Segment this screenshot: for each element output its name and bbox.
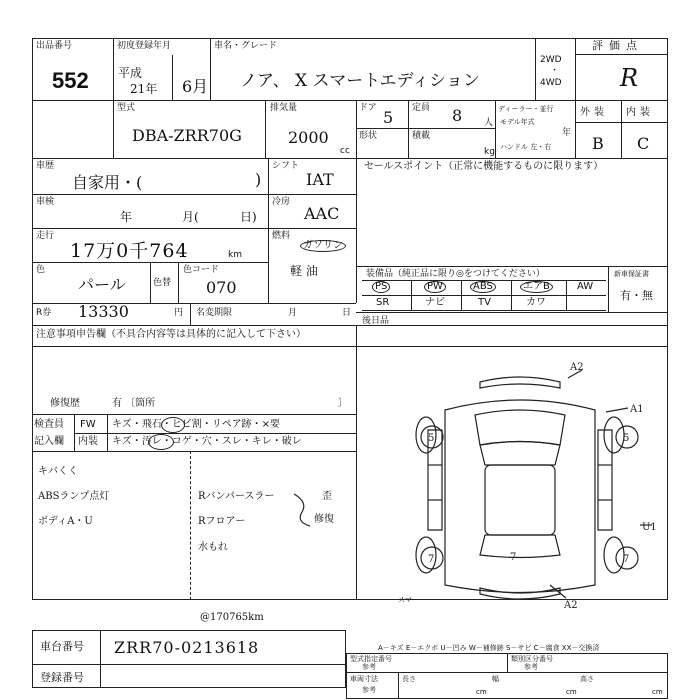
mileage-unit: km [228, 250, 242, 260]
fuel-label: 燃料 [272, 231, 291, 241]
size-ref: 参考 [362, 686, 376, 694]
mark-sma: スマ [398, 596, 412, 604]
history-value: 自家用・( [72, 173, 143, 192]
first-reg-era: 平成 [118, 66, 143, 80]
notice-label: 注意事項申告欄（不具合内容等は具体的に記入して下さい） [36, 329, 306, 340]
equip-airbag: エアB [520, 281, 553, 293]
inspector-label: 検査員 [34, 419, 64, 430]
fuel-diesel: 軽 油 [290, 264, 318, 278]
shift-label: シフト [272, 161, 300, 171]
color-value: パール [78, 275, 126, 294]
load-label: 積載 [412, 131, 431, 141]
lot-no-label: 出品番号 [36, 41, 73, 51]
history-close: ) [255, 170, 262, 189]
equipment-label: 装備品（純正品に限り◎をつけてください） [366, 269, 545, 279]
drive-2wd: 2WD [540, 55, 562, 65]
repair-value: 有 〔箇所 [112, 398, 156, 409]
interior-label: 内装 [626, 107, 654, 118]
mark-u1: U1 [642, 522, 657, 533]
capacity-unit: 人 [484, 118, 494, 128]
interior-value: C [637, 134, 650, 153]
size-label: 車両寸法 [350, 675, 378, 683]
mark-a2-top: A2 [570, 362, 584, 373]
type-value: DBA-ZRR70G [132, 126, 242, 145]
mileage-label: 走行 [36, 231, 55, 241]
exterior-value: B [592, 134, 604, 153]
capacity-value: 8 [452, 106, 463, 125]
inspection-day: 日) [240, 210, 257, 224]
rating-label: 評価点 [592, 39, 643, 52]
interior-stain-circle [148, 434, 174, 450]
shift-value: IAT [306, 170, 334, 189]
handle-label: ハンドル 左・右 [500, 143, 552, 151]
width-label: 幅 [492, 675, 499, 683]
equip-tv: TV [478, 297, 491, 308]
recycle-value: 13330 [78, 302, 129, 321]
mark-7-rear: 7 [510, 552, 517, 563]
reg-label: 登録番号 [40, 671, 84, 684]
ac-value: AAC [304, 204, 340, 223]
color-code-value: 070 [206, 278, 237, 297]
after-install-label: 後日品 [362, 316, 390, 326]
deadline-label: 名変期限 [196, 308, 233, 318]
remark-8: 修復 [314, 514, 334, 525]
history-label: 車歴 [36, 161, 55, 171]
new-warranty-label: 新車保証書 [614, 270, 649, 278]
entry-label: 記入欄 [34, 436, 64, 447]
type-designation-ref: 参考 [362, 663, 376, 671]
remark-3: ボディA・U [38, 516, 93, 527]
displacement-unit: cc [340, 146, 350, 156]
class-ref: 参考 [524, 663, 538, 671]
remark-1: キバくく [38, 466, 78, 477]
equip-abs: ABS [470, 281, 496, 293]
recycle-label: R券 [36, 308, 52, 318]
ac-label: 冷房 [272, 197, 291, 207]
height-unit: cm [652, 688, 663, 696]
fw-prefix: FW [80, 419, 96, 430]
sales-point-label: セールスポイント（正常に機能するものに限ります） [364, 161, 604, 172]
equip-leather: カワ [526, 297, 546, 308]
mark-7-left: 7 [428, 554, 435, 565]
first-reg-year: 21年 [130, 82, 158, 96]
mark-a1: A1 [630, 404, 644, 415]
equip-navi: ナビ [425, 297, 445, 308]
inspection-label: 車検 [36, 197, 55, 207]
mark-5-left: 5 [428, 433, 435, 444]
length-unit: cm [476, 688, 487, 696]
displacement-label: 排気量 [270, 103, 298, 113]
color-code-label: 色コード [183, 265, 220, 275]
remark-2: ABSランプ点灯 [38, 491, 110, 502]
remark-9: @170765km [200, 612, 264, 623]
fuel-gasoline: ガソリン [300, 240, 346, 252]
damage-legend: A－キズ E－エクボ U－凹み W－補修跡 S－サビ C－腐食 XX－交換済 [378, 644, 600, 652]
repair-close: 〕 [338, 398, 348, 409]
interior-row: キズ・汚レ・コゲ・穴・スレ・キレ・破レ [112, 436, 302, 447]
model-grade: ノア、 X スマートエディション [240, 71, 480, 91]
color-label: 色 [36, 265, 46, 275]
exterior-label: 外装 [580, 107, 608, 118]
recycle-unit: 円 [174, 308, 184, 318]
drive-dot: ・ [550, 66, 560, 76]
equip-sr: SR [376, 297, 390, 308]
first-reg-month: 6月 [182, 77, 209, 96]
chassis-value: ZRR70-0213618 [114, 638, 260, 657]
mark-a2-bottom: A2 [564, 600, 578, 610]
model-grade-label: 車名・グレード [214, 41, 278, 51]
type-label: 型式 [117, 103, 136, 113]
mileage-value: 17万0千764 [70, 240, 189, 262]
remark-7: 歪 [322, 491, 332, 502]
doors-label: ドア [359, 103, 377, 113]
equip-aw: AW [577, 281, 594, 292]
mark-5-right: 5 [623, 433, 630, 444]
deadline-day: 日 [342, 308, 352, 318]
rating-value: R [620, 64, 639, 92]
fw-flying-stone-circle [161, 417, 185, 433]
remark-6: 水もれ [198, 542, 228, 553]
repair-label: 修復歴 [50, 398, 80, 409]
length-label: 長さ [402, 675, 416, 683]
new-warranty-value: 有・無 [620, 289, 653, 302]
equip-pw: PW [424, 281, 446, 293]
remark-bracket [290, 492, 314, 528]
capacity-label: 定員 [412, 103, 431, 113]
remark-4: Rバンパースラー [198, 491, 275, 502]
load-unit: kg [484, 147, 495, 157]
doors-value: 5 [383, 108, 394, 127]
class-label: 類別区分番号 [511, 655, 553, 663]
equip-ps: PS [372, 281, 390, 293]
remark-5: Rフロアー [198, 516, 246, 527]
dealer-label: ディーラー・並行 [498, 105, 554, 113]
fw-row: キズ・飛石・ヒビ割・リペア跡・×要 [112, 419, 280, 430]
drive-4wd: 4WD [540, 78, 562, 88]
width-unit: cm [566, 688, 577, 696]
deadline-month: 月 [288, 308, 298, 318]
lot-no: 552 [52, 68, 89, 93]
damage-diagram [370, 360, 670, 610]
inspection-year: 年 [120, 210, 133, 224]
inspection-month: 月( [182, 210, 199, 224]
displacement-value: 2000 [288, 128, 329, 147]
first-reg-label: 初度登録年月 [117, 41, 172, 51]
chassis-label: 車台番号 [40, 640, 84, 653]
height-label: 高さ [580, 675, 594, 683]
shape-label: 形状 [359, 131, 378, 141]
recolor-label: 色替 [153, 278, 172, 288]
model-year-unit: 年 [562, 128, 572, 138]
type-designation-label: 型式指定番号 [350, 655, 392, 663]
mark-7-right: 7 [623, 554, 630, 565]
model-year-label: モデル年式 [500, 118, 535, 126]
interior-prefix: 内装 [78, 436, 98, 447]
